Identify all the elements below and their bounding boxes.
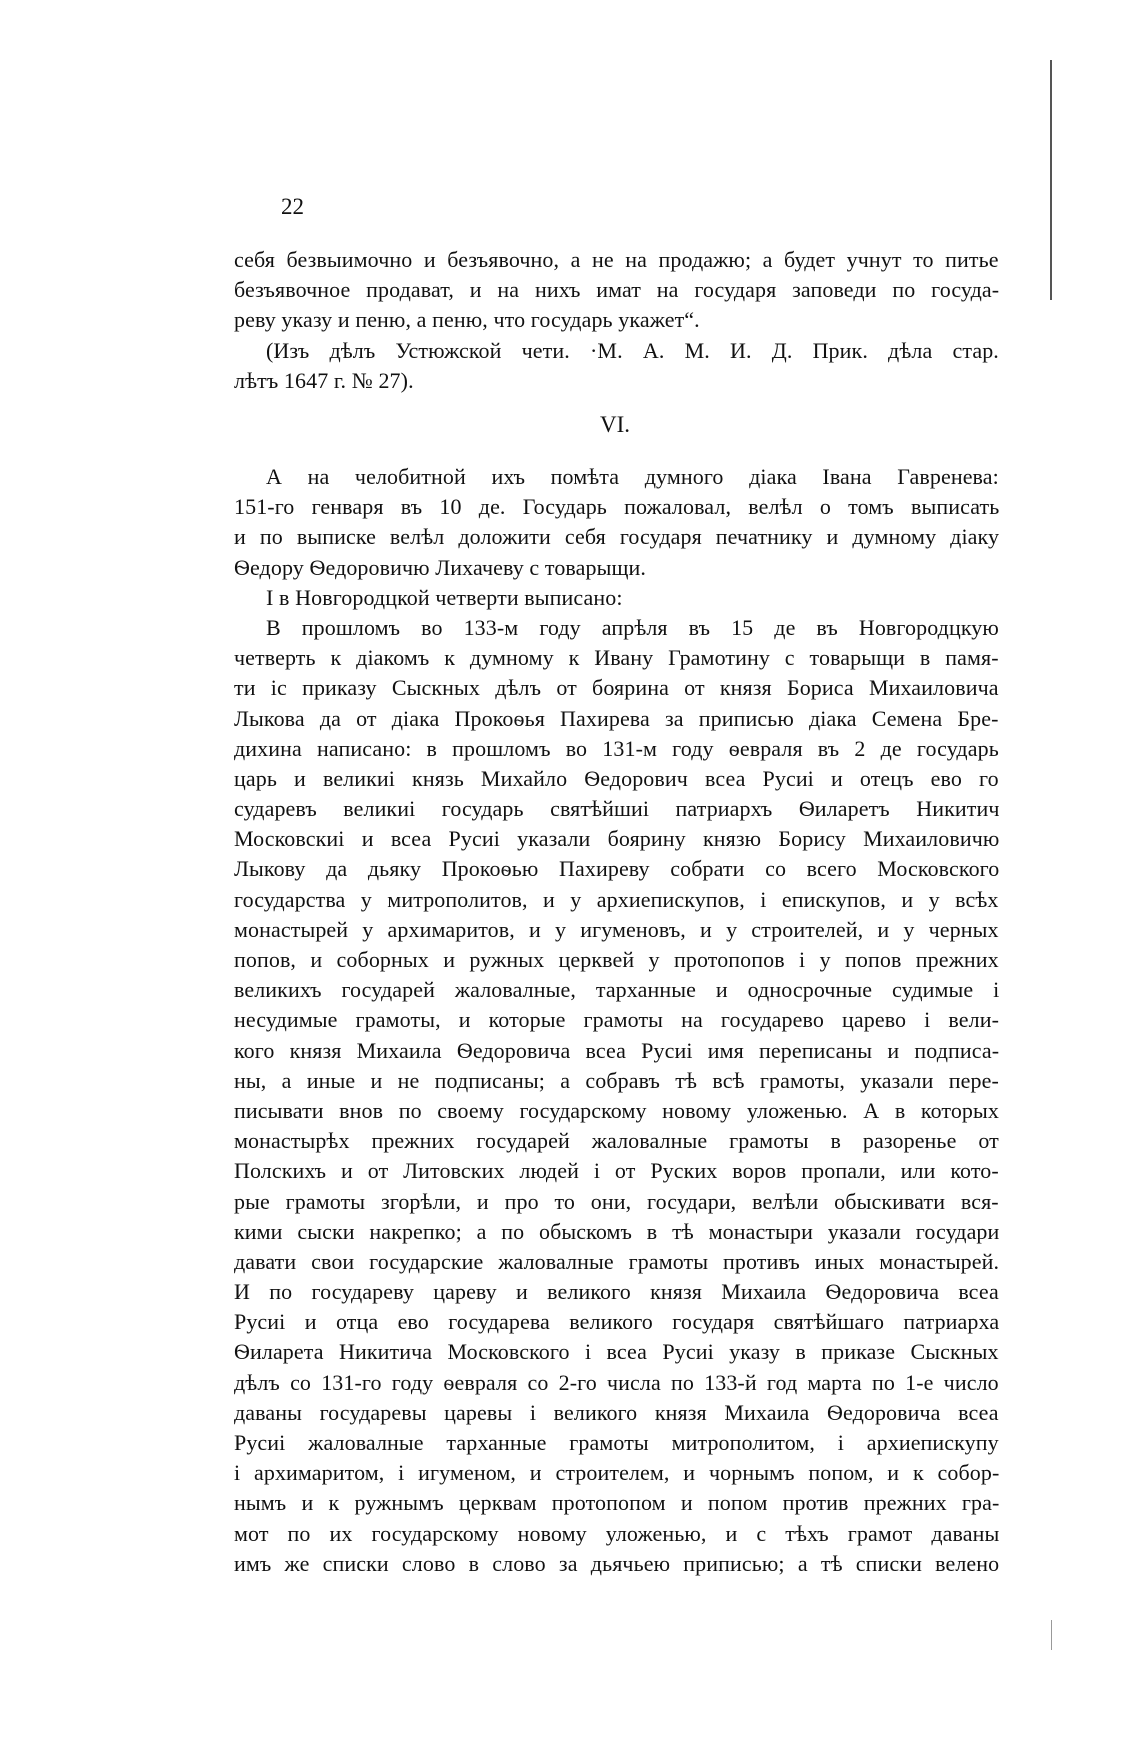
text-line: дихина написано: в прошломъ во 131-м году ѳевраля въ 2 де государь [234, 735, 999, 761]
text-line: И по государеву цареву и великого князя Михаила Ѳедоровича всеа [234, 1279, 999, 1305]
text-line: i архимаритом, i игуменом, и строителем, и чорнымъ попом, и к собор- [234, 1460, 1000, 1486]
text-line: сударевъ великиi государь святѣйшиi патриархъ Ѳиларетъ Никитич [234, 796, 1000, 822]
text-line: ти iс приказу Сыскных дѣлъ от боярина от князя Бориса Михаиловича [234, 675, 999, 701]
text-line: Ѳиларета Никитича Московского i всеа Русиi указу в приказе Сыскных [234, 1339, 999, 1365]
text-line: несудимые грамоты, и которые грамоты на государево царево i вели- [234, 1007, 1000, 1033]
text-line: имъ же списки слово в слово за дьячьею приписью; а тѣ списки велено [234, 1550, 1000, 1576]
text-line: Русиi жаловалные тарханные грамоты митрополитом, i архиепискупу [234, 1430, 999, 1455]
text-line: монастырей у архимаритов, и у игуменовъ, и у строителей, и у черных [234, 916, 999, 942]
text-line: В прошломъ во 133-м году апрѣля въ 15 де въ Новгородцкую [266, 614, 999, 640]
text-line: мот по их государскому новому уложенью, и с тѣхъ грамот даваны [234, 1520, 1000, 1546]
text-line: четверть к дiакомъ к думному к Ивану Грамотину с товарыщи в памя- [234, 645, 999, 671]
text-line: монастырѣх прежних государей жаловалные грамоты в разоренье от [234, 1128, 999, 1154]
text-line: давати свои государские жаловалные грамоты противъ иных монастырей. [234, 1248, 1000, 1274]
page-number: 22 [281, 194, 304, 219]
citation-line: лѣтъ 1647 г. № 27). [234, 367, 414, 393]
text-line: попов, и соборных и ружных церквей у протопопов i у попов прежних [234, 947, 999, 972]
text-line: рые грамоты згорѣли, и про то они, государи, велѣли обыскивати вся- [234, 1188, 999, 1214]
text-line: ны, а иные и не подписаны; а собравъ тѣ всѣ грамоты, указали пере- [234, 1067, 999, 1093]
text-line: Лыкову да дьяку Прокоѳью Пахиреву собрати со всего Московского [234, 856, 1000, 882]
text-line: 151-го генваря въ 10 де. Государь пожаловал, велѣл о томъ выписать [234, 494, 1000, 520]
text-line: Ѳедору Ѳедоровичю Лихачеву с товарыщи. [234, 554, 646, 580]
text-line: А на челобитной ихъ помѣта думного дiака Iвана Гавренева: [266, 464, 999, 489]
citation-line: (Изъ дѣлъ Устюжской чети. ·М. А. М. И. Д. Прик. дѣла стар. [266, 337, 999, 363]
scan-edge-line-lower [1051, 1620, 1052, 1650]
text-line: царь и великиi князь Михайло Ѳедорович всеа Русиi и отецъ ево го [234, 765, 999, 791]
text-line: Полскихъ и от Литовских людей i от Руских воров пропали, или кото- [234, 1158, 999, 1184]
text-line: писывати внов по своему государскому новому уложенью. А в которых [234, 1097, 1000, 1123]
text-line: кого князя Михаила Ѳедоровича всеа Русиi имя переписаны и подписа- [234, 1037, 1000, 1063]
scan-edge-line [1050, 60, 1052, 300]
text-line: государства у митрополитов, и у архиепискупов, i епискупов, и у всѣх [234, 886, 999, 912]
text-line: безъявочное продават, и на нихъ имат на государя заповеди по госуда- [234, 277, 1000, 303]
paragraph-main [234, 462, 999, 1579]
text-line: нымъ и к ружнымъ церквам протопопом и попом против прежних гра- [234, 1490, 1000, 1516]
text-line: себя безвыимочно и безъявочно, а не на продажю; а будет учнут то питье [234, 247, 999, 272]
paragraph-top [234, 245, 999, 396]
section-heading: VI. [599, 412, 631, 437]
text-line: Русиi и отца ево государева великого государя святѣйшаго патриарха [234, 1309, 1000, 1335]
text-line: Московскиi и всеа Русиi указали боярину князю Борису Михаиловичю [234, 826, 1000, 852]
text-line: и по выписке велѣл доложити себя государя печатнику и думному дiаку [234, 524, 1000, 550]
text-line: I в Новгородцкой четверти выписано: [266, 584, 623, 610]
text-line: реву указу и пеню, а пеню, что государь укажет“. [234, 307, 700, 333]
text-line: даваны государевы царевы i великого князя Михаила Ѳедоровича всеа [234, 1399, 999, 1425]
text-line: Лыкова да от дiака Прокоѳья Пахирева за приписью дiака Семена Бре- [234, 705, 999, 731]
text-line: дѣлъ со 131-го году ѳевраля со 2-го числа по 133-й год марта по 1-е число [234, 1369, 999, 1395]
text-line: великихъ государей жаловалные, тарханные и односрочные судимые i [234, 977, 1000, 1003]
text-line: кими сыски накрепко; а по обыскомъ в тѣ монастыри указали государи [234, 1218, 1000, 1244]
